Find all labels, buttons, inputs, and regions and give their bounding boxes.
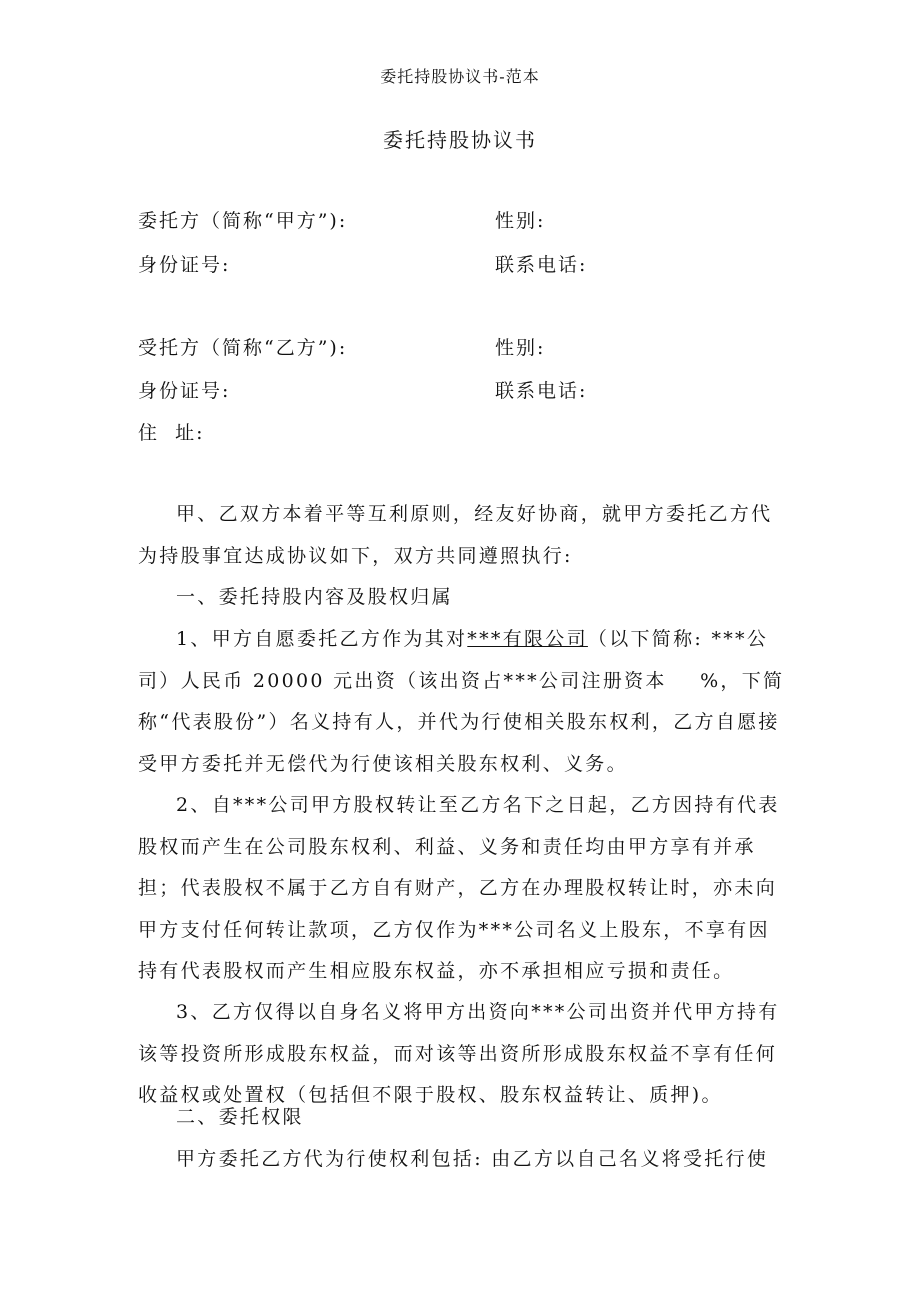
section-2-heading: 二、委托权限 <box>176 1106 304 1128</box>
party-b-id-label: 身份证号: <box>138 380 231 402</box>
party-b-phone-label: 联系电话: <box>495 380 588 402</box>
party-b-name-label: 受托方（简称“乙方”): <box>138 337 348 359</box>
clause-1-prefix: 1、甲方自愿委托乙方作为其对 <box>176 628 468 650</box>
clause-3: 3、乙方仅得以自身名义将甲方出资向***公司出资并代甲方持有该等投资所形成股东权益，而对该等出资所形成股东权益不享有任何收益权或处置权（包括但不限于股权、股东权益转让、质押)。 <box>138 1001 780 1106</box>
company-name-underlined: ***有限公司 <box>467 628 588 650</box>
document-title: 委托持股协议书 <box>383 128 537 152</box>
party-a-phone-label: 联系电话: <box>495 254 588 276</box>
section-2-text: 甲方委托乙方代为行使权利包括: 由乙方以自己名义将受托行使 <box>176 1148 769 1170</box>
party-a-gender-label: 性别: <box>495 210 546 232</box>
clause-2: 2、自***公司甲方股权转让至乙方名下之日起，乙方因持有代表股权而产生在公司股东权利、利益、义务和责任均由甲方享有并承担；代表股权不属于乙方自有财产，乙方在办理股权转让时，亦未向甲方支付任何转让款项，乙方仅作为***公司名义上股东，不享有因持有代表股权而产生相应股东权益，亦不承担相应亏损和责任。 <box>138 794 780 982</box>
section-1-heading: 一、委托持股内容及股权归属 <box>176 586 453 608</box>
party-b-address-label: 住 址: <box>138 422 205 444</box>
intro-paragraph: 甲、乙双方本着平等互利原则，经友好协商，就甲方委托乙方代为持股事宜达成协议如下，双方共同遵照执行: <box>138 503 773 567</box>
running-header: 委托持股协议书-范本 <box>380 67 540 86</box>
clause-1-text: （以下简称: ***公司）人民币 20000 元出资（该出资占***公司注册资本 %，下简称“代表股份”）名义持有人，并代为行使相关股东权利，乙方自愿接受甲方委托并无偿代为行使该相关股东权利、义务。 <box>138 628 785 775</box>
party-a-name-label: 委托方（简称“甲方”): <box>138 210 348 232</box>
party-a-id-label: 身份证号: <box>138 254 231 276</box>
party-b-gender-label: 性别: <box>495 337 546 359</box>
clause-1 <box>138 619 788 785</box>
